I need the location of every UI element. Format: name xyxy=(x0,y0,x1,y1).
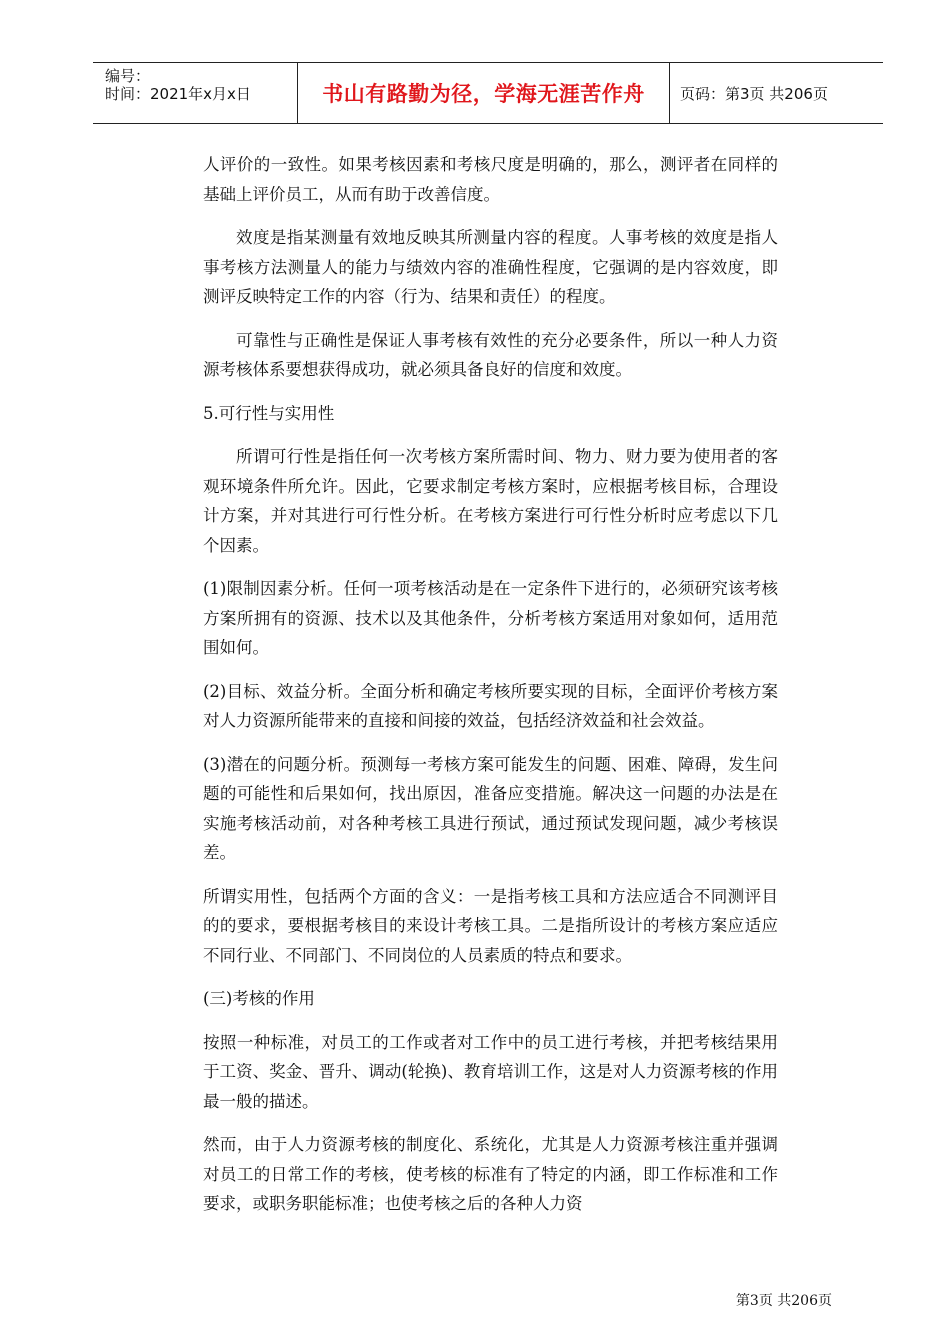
section-heading: 5.可行性与实用性 xyxy=(203,403,335,423)
page-footer: 第3页 共206页 xyxy=(735,1293,832,1309)
paragraph: 人评价的一致性。如果考核因素和考核尺度是明确的，那么，测评者在同样的基础上评价员工，从而有助于改善信度。 xyxy=(203,155,778,204)
paragraph: 效度是指某测量有效地反映其所测量内容的程度。人事考核的效度是指人事考核方法测量人的能力与绩效内容的准确性程度，它强调的是内容效度，即测评反映特定工作的内容（行为、结果和责任）的程度。 xyxy=(203,228,778,306)
list-item: (3)潜在的问题分析。预测每一考核方案可能发生的问题、困难、障碍，发生问题的可能性和后果如何，找出原因，准备应变措施。解决这一问题的办法是在实施考核活动前，对各种考核工具进行预试，通过预试发现问题，减少考核误差。 xyxy=(203,754,778,862)
list-item: (1)限制因素分析。任何一项考核活动是在一定条件下进行的，必须研究该考核方案所拥有的资源、技术以及其他条件，分析考核方案适用对象如何，适用范围如何。 xyxy=(203,579,778,657)
header-motto: 书山有路勤为径，学海无涯苦作舟 xyxy=(298,63,670,123)
paragraph: 所谓可行性是指任何一次考核方案所需时间、物力、财力要为使用者的客观环境条件所允许。因此，它要求制定考核方案时，应根据考核目标，合理设计方案，并对其进行可行性分析。在考核方案进行可行性分析时应考虑以下几个因素。 xyxy=(203,447,778,555)
paragraph: 所谓实用性，包括两个方面的含义：一是指考核工具和方法应适合不同测评目的的要求，要根据考核目的来设计考核工具。二是指所设计的考核方案应适应不同行业、不同部门、不同岗位的人员素质的特点和要求。 xyxy=(203,886,778,965)
paragraph: 然而，由于人力资源考核的制度化、系统化，尤其是人力资源考核注重并强调对员工的日常工作的考核，使考核的标准有了特定的内涵，即工作标准和工作要求，或职务职能标准；也使考核之后的各种人力资 xyxy=(203,1135,778,1213)
paragraph: 按照一种标准，对员工的工作或者对工作中的员工进行考核，并把考核结果用于工资、奖金、晋升、调动(轮换)、教育培训工作，这是对人力资源考核的作用最一般的描述。 xyxy=(203,1032,778,1111)
section-heading: (三)考核的作用 xyxy=(203,989,315,1008)
date-label: 时间：2021年x月x日 xyxy=(105,85,251,103)
page-header xyxy=(93,62,883,124)
header-meta xyxy=(93,63,298,123)
list-item: (2)目标、效益分析。全面分析和确定考核所要实现的目标，全面评价考核方案对人力资源所能带来的直接和间接的效益，包括经济效益和社会效益。 xyxy=(203,681,778,730)
header-page-info: 页码：第3页 共206页 xyxy=(680,84,828,103)
document-body xyxy=(203,150,778,1233)
paragraph: 可靠性与正确性是保证人事考核有效性的充分必要条件，所以一种人力资源考核体系要想获得成功，就必须具备良好的信度和效度。 xyxy=(203,330,778,379)
serial-label: 编号： xyxy=(105,67,151,85)
